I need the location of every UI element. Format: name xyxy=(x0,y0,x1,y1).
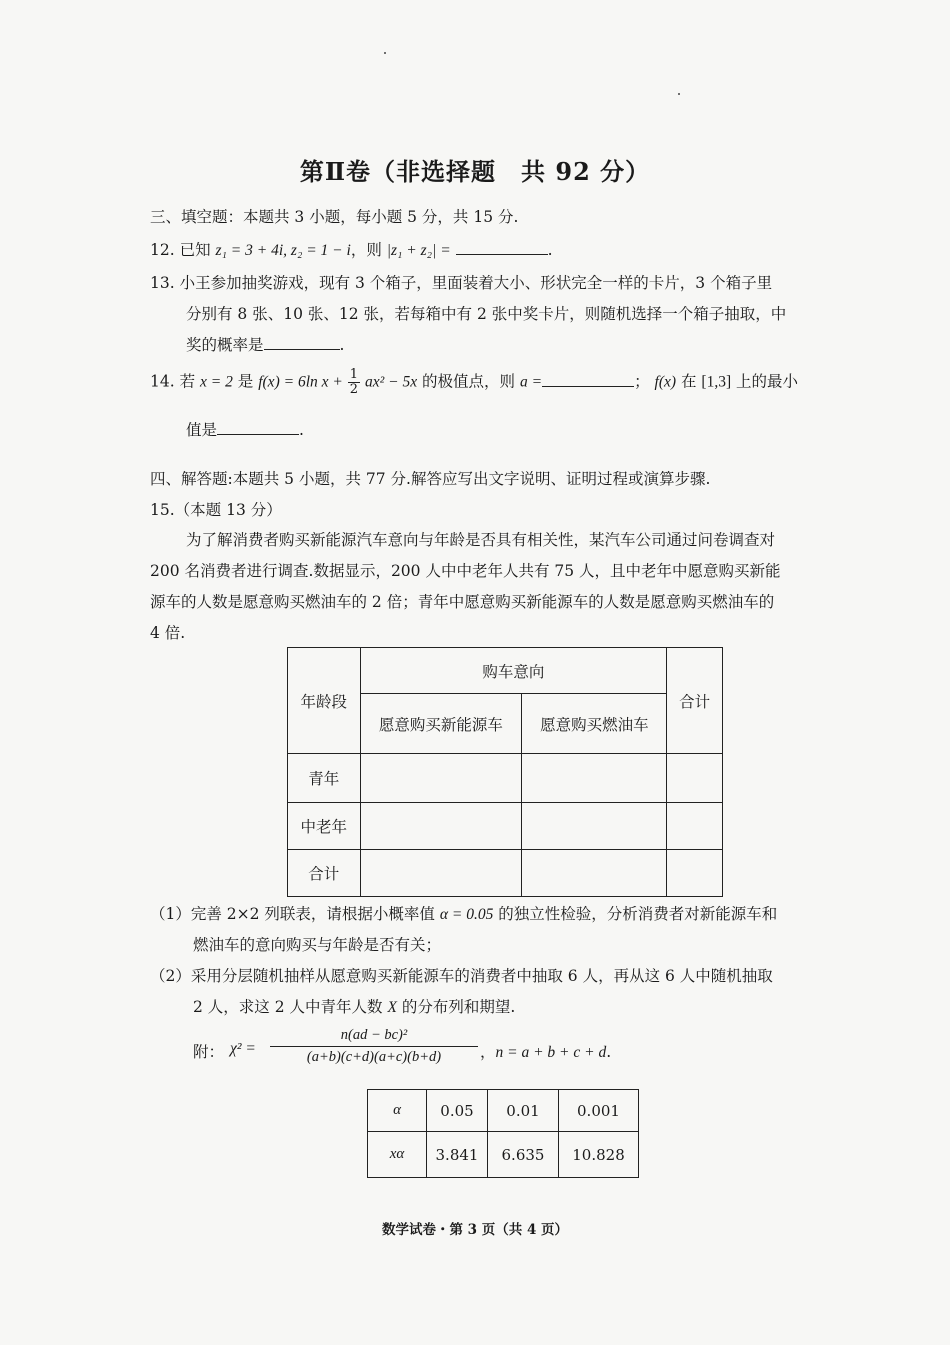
formula-n-def xyxy=(480,1040,611,1062)
formula-chi: χ² = xyxy=(230,1040,256,1057)
q14-frac-num: 1 xyxy=(349,367,359,382)
formula-sep: ， xyxy=(480,1043,496,1061)
q15-para-3: 源车的人数是愿意购买燃油车的 2 倍；青年中愿意购买新能源车的人数是愿意购买燃油车的 xyxy=(150,593,775,611)
fuel-col-header: 愿意购买燃油车 xyxy=(522,694,667,754)
q14-frac-den: 2 xyxy=(349,382,359,397)
q14-a-eq: a = xyxy=(519,373,543,391)
age-header: 年龄段 xyxy=(288,648,361,754)
contingency-table xyxy=(287,647,723,897)
q13-text: 奖的概率是 xyxy=(186,336,264,354)
formula-denominator: (a+b)(c+d)(a+c)(b+d) xyxy=(306,1049,442,1065)
section3-header: 三、填空题：本题共 3 小题，每小题 5 分，共 15 分. xyxy=(150,208,519,226)
table-cell[interactable] xyxy=(667,850,723,897)
q15-para-4: 4 倍. xyxy=(150,624,186,642)
q15-para-2: 200 名消费者进行调查.数据显示，200 人中中老年人共有 75 人，且中老年中愿意购买新能 xyxy=(150,562,781,580)
q14-semicolon: ； xyxy=(634,372,650,391)
part1-line1 xyxy=(150,902,777,924)
q14-cond: x = 2 xyxy=(200,373,233,391)
q14-is: 是 xyxy=(232,372,259,391)
question-12 xyxy=(150,238,553,260)
new-energy-col-header: 愿意购买新能源车 xyxy=(360,694,522,754)
critical-value-table xyxy=(367,1089,639,1178)
formula-n: n = a + b + c + d xyxy=(495,1044,607,1061)
row-label-total: 合计 xyxy=(288,850,361,897)
part2-line1: （2）采用分层随机抽样从愿意购买新能源车的消费者中抽取 6 人，再从这 6 人中随机抽取 xyxy=(150,967,773,985)
q14-min-blank[interactable] xyxy=(217,420,299,435)
ref-x-value: 10.828 xyxy=(559,1132,639,1178)
ref-x-label: xα xyxy=(368,1132,427,1178)
q14-a-blank[interactable] xyxy=(542,372,634,387)
ref-alpha-value: 0.01 xyxy=(488,1090,559,1132)
row-label-youth: 青年 xyxy=(288,754,361,803)
q12-answer-blank[interactable] xyxy=(456,240,548,255)
q12-mid: ，则 xyxy=(350,241,387,259)
ref-alpha-value: 0.001 xyxy=(559,1090,639,1132)
page-footer: 数学试卷・第 3 页（共 4 页） xyxy=(381,1222,569,1238)
table-cell[interactable] xyxy=(667,754,723,803)
q12-end: . xyxy=(547,241,553,259)
q12-prefix: 12. 已知 xyxy=(150,241,216,259)
q14-tail: 上的最小 xyxy=(731,372,799,391)
q14-extremum: 的极值点，则 xyxy=(417,372,520,391)
page-title: 第Ⅱ卷（非选择题 共 92 分） xyxy=(299,157,651,186)
q13-line2: 分别有 8 张、10 张、12 张，若每箱中有 2 张中奖卡片，则随机选择一个箱子抽取，中 xyxy=(186,305,787,323)
table-cell[interactable] xyxy=(522,803,667,850)
q14-line2 xyxy=(186,418,304,440)
q14-interval: [1,3] xyxy=(701,373,732,391)
q13-answer-blank[interactable] xyxy=(264,335,340,350)
q14-line2-text: 值是 xyxy=(186,421,218,439)
table-cell[interactable] xyxy=(667,803,723,850)
part2-text-b: 的分布列和期望. xyxy=(396,998,516,1016)
ref-x-value: 6.635 xyxy=(488,1132,559,1178)
scan-speck xyxy=(678,93,680,95)
q13-end: . xyxy=(339,336,345,354)
part2-line2 xyxy=(193,995,515,1017)
q15-para-1: 为了解消费者购买新能源汽车意向与年龄是否具有相关性，某汽车公司通过问卷调查对 xyxy=(186,531,776,549)
q14-func-left: f(x) = 6ln x + xyxy=(258,373,343,391)
part1-text-a: （1）完善 2×2 列联表，请根据小概率值 xyxy=(150,905,440,923)
ref-alpha-value: 0.05 xyxy=(427,1090,488,1132)
question-14 xyxy=(150,368,798,397)
q13-line1: 13. 小王参加抽奖游戏，现有 3 个箱子，里面装着大小、形状完全一样的卡片，3 个箱子里 xyxy=(150,274,773,292)
part2-X: X xyxy=(387,999,397,1016)
formula-label: 附： xyxy=(193,1043,225,1061)
part1-line2: 燃油车的意向购买与年龄是否有关； xyxy=(193,936,442,954)
table-cell[interactable] xyxy=(360,754,522,803)
q13-line3 xyxy=(186,333,344,355)
q14-interval-text: 在 xyxy=(676,372,702,391)
total-header: 合计 xyxy=(667,648,723,754)
q14-end: . xyxy=(299,421,304,439)
section4-header: 四、解答题:本题共 5 小题，共 77 分.解答应写出文字说明、证明过程或演算步骤. xyxy=(150,470,711,488)
table-cell[interactable] xyxy=(522,754,667,803)
q14-func-right: ax² − 5x xyxy=(365,373,418,391)
part2-text-a: 2 人，求这 2 人中青年人数 xyxy=(193,998,388,1016)
formula-fraction xyxy=(270,1027,478,1066)
q12-expr: |z₁ + z₂| = xyxy=(386,242,451,259)
part1-text-b: 的独立性检验，分析消费者对新能源车和 xyxy=(493,905,778,923)
row-label-middle-aged: 中老年 xyxy=(288,803,361,850)
ref-alpha-label: α xyxy=(368,1090,427,1132)
q14-fraction xyxy=(348,368,360,397)
q12-math: z₁ = 3 + 4i, z₂ = 1 − i xyxy=(215,242,351,259)
intent-header: 购车意向 xyxy=(360,648,667,694)
table-cell[interactable] xyxy=(522,850,667,897)
scan-speck xyxy=(384,52,386,54)
table-cell[interactable] xyxy=(360,803,522,850)
table-cell[interactable] xyxy=(360,850,522,897)
part1-alpha: α = 0.05 xyxy=(439,906,494,923)
q14-prefix: 14. 若 xyxy=(150,372,201,391)
q15-label: 15.（本题 13 分） xyxy=(150,501,282,519)
formula-numerator: n(ad − bc)² xyxy=(270,1027,478,1047)
q14-f2: f(x) xyxy=(654,373,677,391)
ref-x-value: 3.841 xyxy=(427,1132,488,1178)
formula-end: . xyxy=(606,1043,612,1061)
